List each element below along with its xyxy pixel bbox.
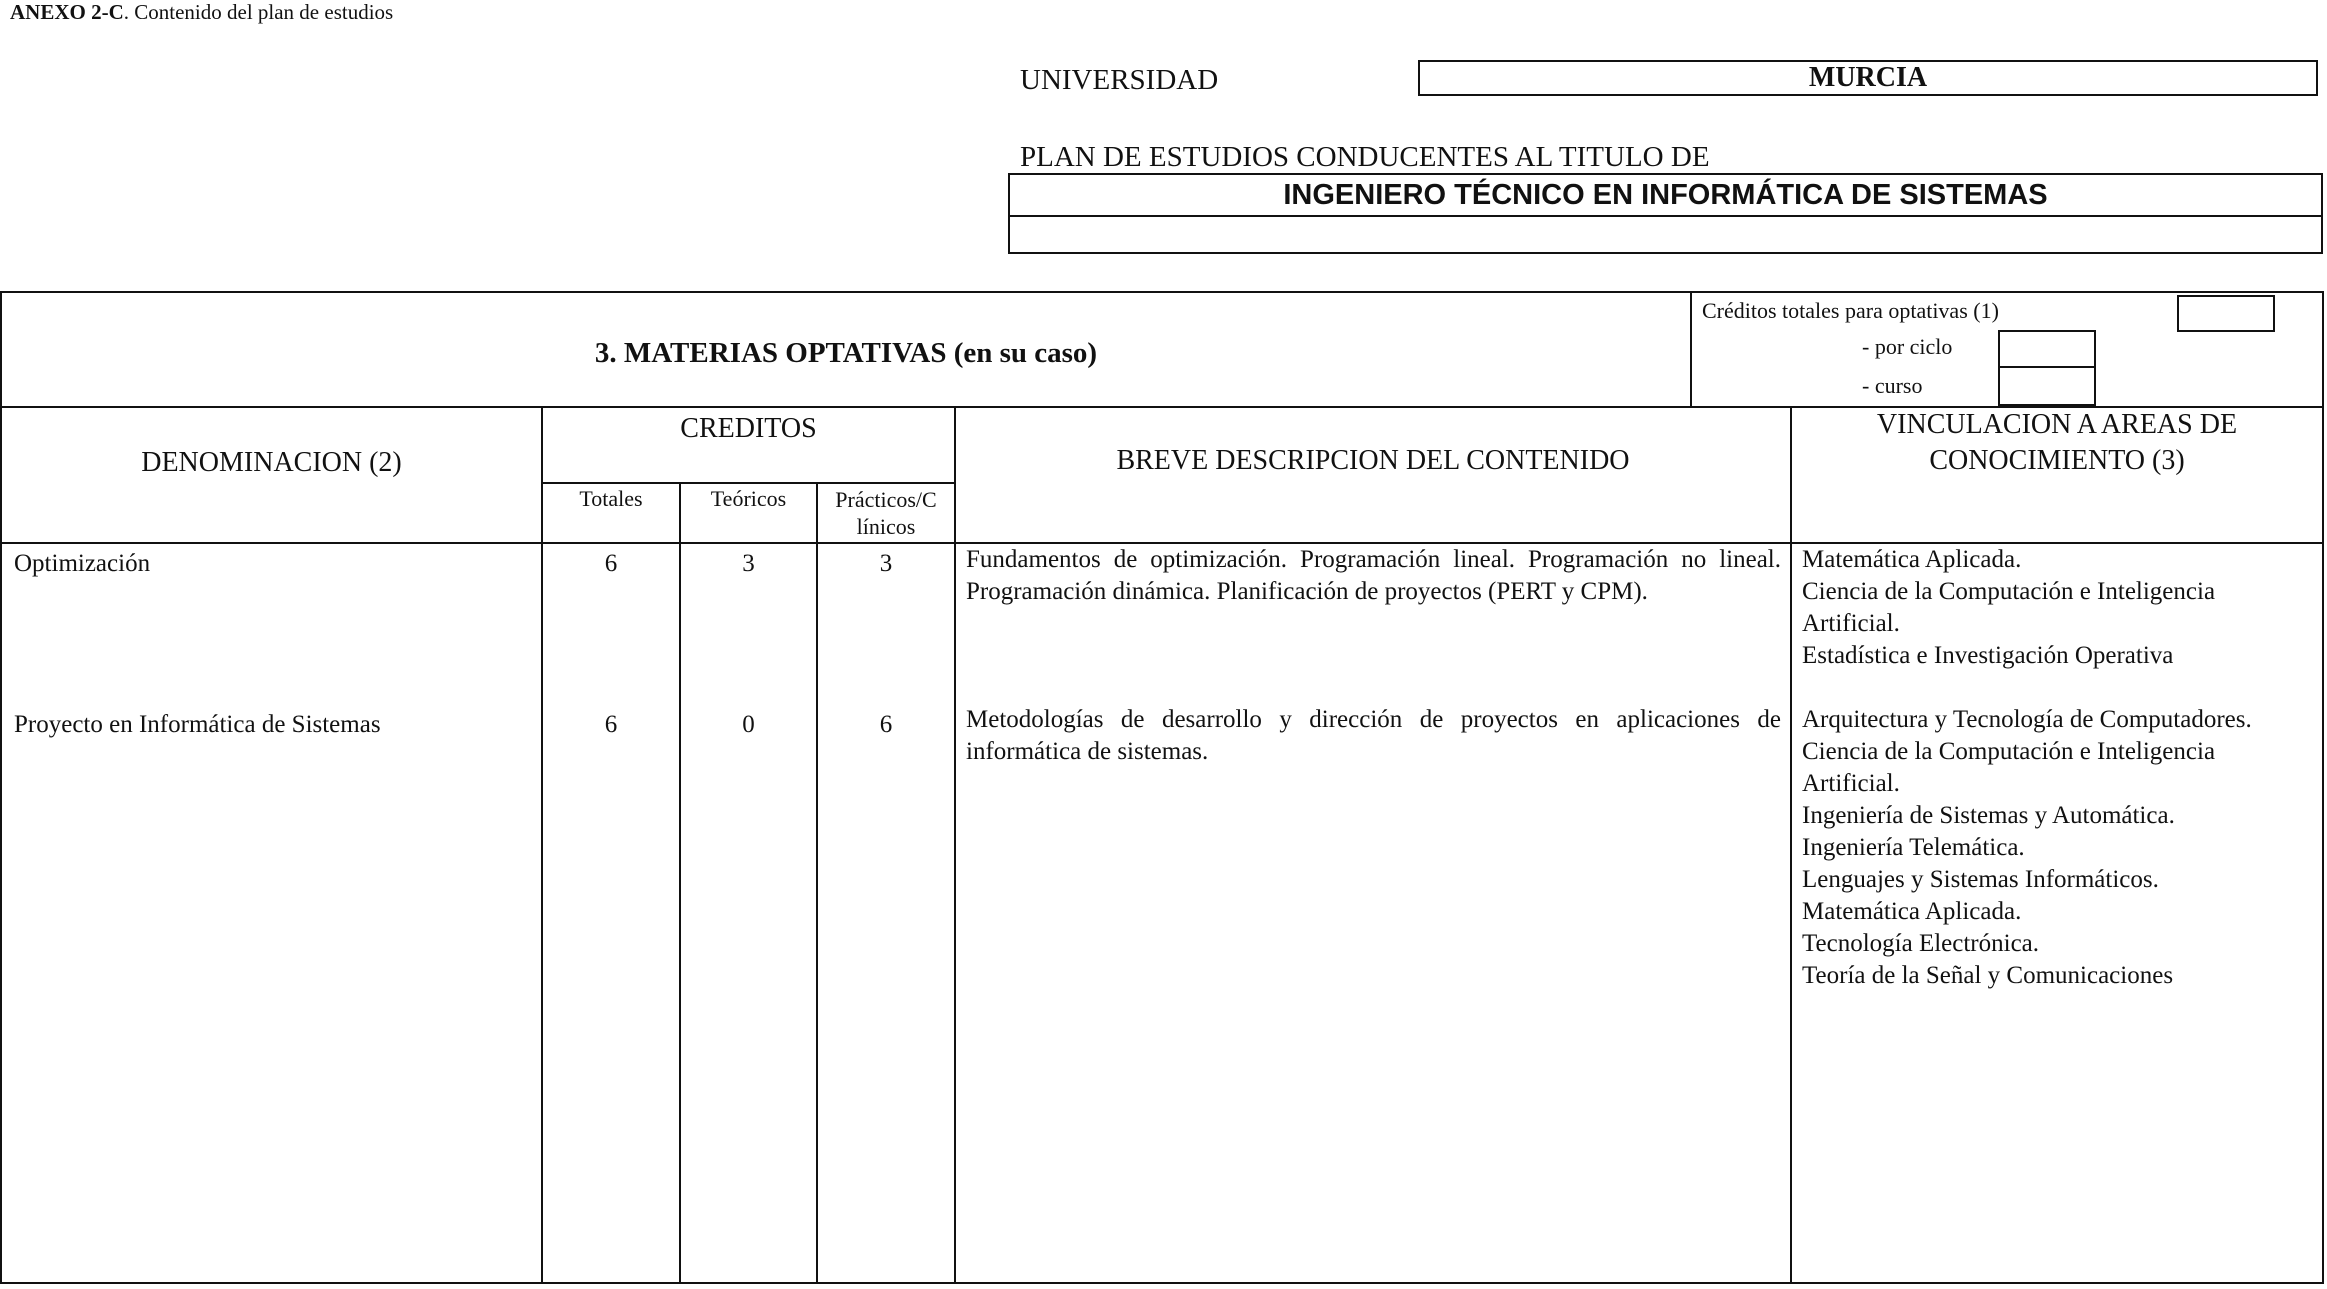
col-divider-3 xyxy=(816,482,818,1284)
credits-total-label: Créditos totales para optativas (1) xyxy=(1702,298,1999,323)
row-1-areas xyxy=(1802,544,2317,672)
header-denominacion: DENOMINACION (2) xyxy=(141,447,402,478)
plan-label: PLAN DE ESTUDIOS CONDUCENTES AL TITULO DE xyxy=(1020,141,1710,173)
area-item: Ciencia de la Computación e Inteligencia Artificial. xyxy=(1802,738,2216,797)
per-cycle-box xyxy=(1998,330,2096,368)
col-divider-5 xyxy=(1790,406,1792,1284)
col-divider-2 xyxy=(679,482,681,1284)
degree-title-box xyxy=(1008,173,2323,254)
row-2-totales: 6 xyxy=(604,711,618,738)
header-creditos: CREDITOS xyxy=(680,413,817,444)
row-1-name: Optimización xyxy=(14,550,151,577)
area-item: Matemática Aplicada. xyxy=(1802,898,2022,925)
row-1-practicos: 3 xyxy=(879,550,893,577)
area-item: Ingeniería Telemática. xyxy=(1802,834,2025,861)
row-2-practicos: 6 xyxy=(879,711,893,738)
col-divider-1 xyxy=(541,406,543,1284)
row-2-areas xyxy=(1802,704,2317,992)
annex-description: . Contenido del plan de estudios xyxy=(123,0,394,24)
per-course-box xyxy=(1998,366,2096,406)
university-label: UNIVERSIDAD xyxy=(1020,64,1219,96)
header-teoricos: Teóricos xyxy=(710,486,787,511)
row-1-teoricos: 3 xyxy=(742,550,755,577)
area-item: Arquitectura y Tecnología de Computadores. xyxy=(1802,706,2252,733)
row-2-name: Proyecto en Informática de Sistemas xyxy=(14,711,381,738)
section-divider xyxy=(1690,293,1692,406)
area-item: Ciencia de la Computación e Inteligencia Artificial. xyxy=(1802,578,2216,637)
header-totales: Totales xyxy=(579,486,643,511)
header-descripcion: BREVE DESCRIPCION DEL CONTENIDO xyxy=(1116,445,1630,476)
area-item: Ingeniería de Sistemas y Automática. xyxy=(1802,802,2175,829)
area-item: Teoría de la Señal y Comunicaciones xyxy=(1802,962,2174,989)
credits-subheader-divider xyxy=(542,482,956,484)
area-item: Lenguajes y Sistemas Informáticos. xyxy=(1802,866,2159,893)
degree-subtitle xyxy=(1010,217,2321,253)
area-item: Matemática Aplicada. xyxy=(1802,546,2022,573)
per-cycle-label: - por ciclo xyxy=(1862,334,1953,359)
row-1-descripcion: Fundamentos de optimización. Programación lineal. Programación no lineal. Programación dinámica. Planificación de proyectos (PERT y CPM). xyxy=(966,546,1781,605)
area-item: Estadística e Investigación Operativa xyxy=(1802,642,2174,669)
header-vinculacion: VINCULACION A AREAS DE CONOCIMIENTO (3) xyxy=(1876,409,2238,476)
degree-title: INGENIERO TÉCNICO EN INFORMÁTICA DE SISTEMAS xyxy=(1010,175,2321,217)
row-1-totales: 6 xyxy=(604,550,618,577)
optional-subjects-table xyxy=(0,291,2324,1284)
row-2-descripcion: Metodologías de desarrollo y dirección de proyectos en aplicaciones de informática de sistemas. xyxy=(966,706,1781,765)
annex-heading xyxy=(10,0,393,25)
credits-total-box xyxy=(2177,295,2275,332)
annex-label: ANEXO 2-C xyxy=(10,0,124,24)
row-2-teoricos: 0 xyxy=(742,711,755,738)
col-divider-4 xyxy=(954,406,956,1284)
header-practicos: Prácticos/C línicos xyxy=(835,487,937,539)
area-item: Tecnología Electrónica. xyxy=(1802,930,2040,957)
section-title: 3. MATERIAS OPTATIVAS (en su caso) xyxy=(594,337,1098,369)
per-course-label: - curso xyxy=(1862,373,1923,398)
university-value: MURCIA xyxy=(1418,60,2318,96)
